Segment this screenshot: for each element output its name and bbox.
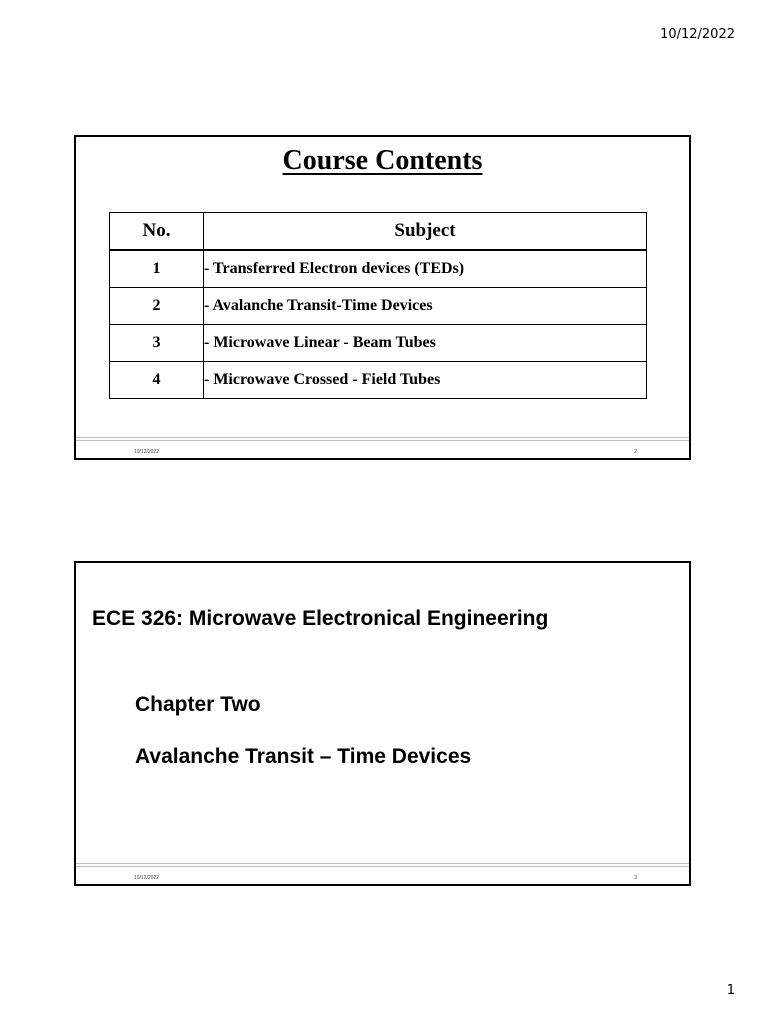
page-date: 10/12/2022 — [660, 27, 735, 42]
row-number: 1 — [110, 250, 204, 288]
slide-footer-divider — [76, 863, 689, 867]
slide-chapter-title — [74, 561, 691, 886]
table-row — [110, 362, 647, 399]
table-row — [110, 325, 647, 362]
course-contents-table — [109, 212, 647, 399]
slide-course-contents — [74, 135, 691, 460]
page-number: 1 — [726, 983, 735, 998]
slide-footer-number: 2 — [634, 449, 637, 455]
slide-footer-number: 3 — [634, 875, 637, 881]
chapter-topic: Avalanche Transit – Time Devices — [135, 745, 472, 768]
row-subject: - Microwave Linear - Beam Tubes — [204, 325, 647, 362]
row-number: 4 — [110, 362, 204, 399]
table-header-row — [110, 213, 647, 251]
header-subject: Subject — [204, 213, 647, 251]
header-no: No. — [110, 213, 204, 251]
slide-footer-date: 10/12/2022 — [134, 449, 160, 455]
row-subject: - Microwave Crossed - Field Tubes — [204, 362, 647, 399]
slide-title: Course Contents — [282, 145, 483, 176]
table-row — [110, 250, 647, 288]
row-number: 3 — [110, 325, 204, 362]
table-row — [110, 288, 647, 325]
row-subject: - Transferred Electron devices (TEDs) — [204, 250, 647, 288]
row-subject: - Avalanche Transit-Time Devices — [204, 288, 647, 325]
course-title: ECE 326: Microwave Electronical Engineering — [92, 607, 549, 630]
chapter-heading: Chapter Two — [135, 693, 261, 716]
row-number: 2 — [110, 288, 204, 325]
slide-footer-divider — [76, 437, 689, 441]
slide-footer-date: 10/12/2022 — [134, 875, 160, 881]
